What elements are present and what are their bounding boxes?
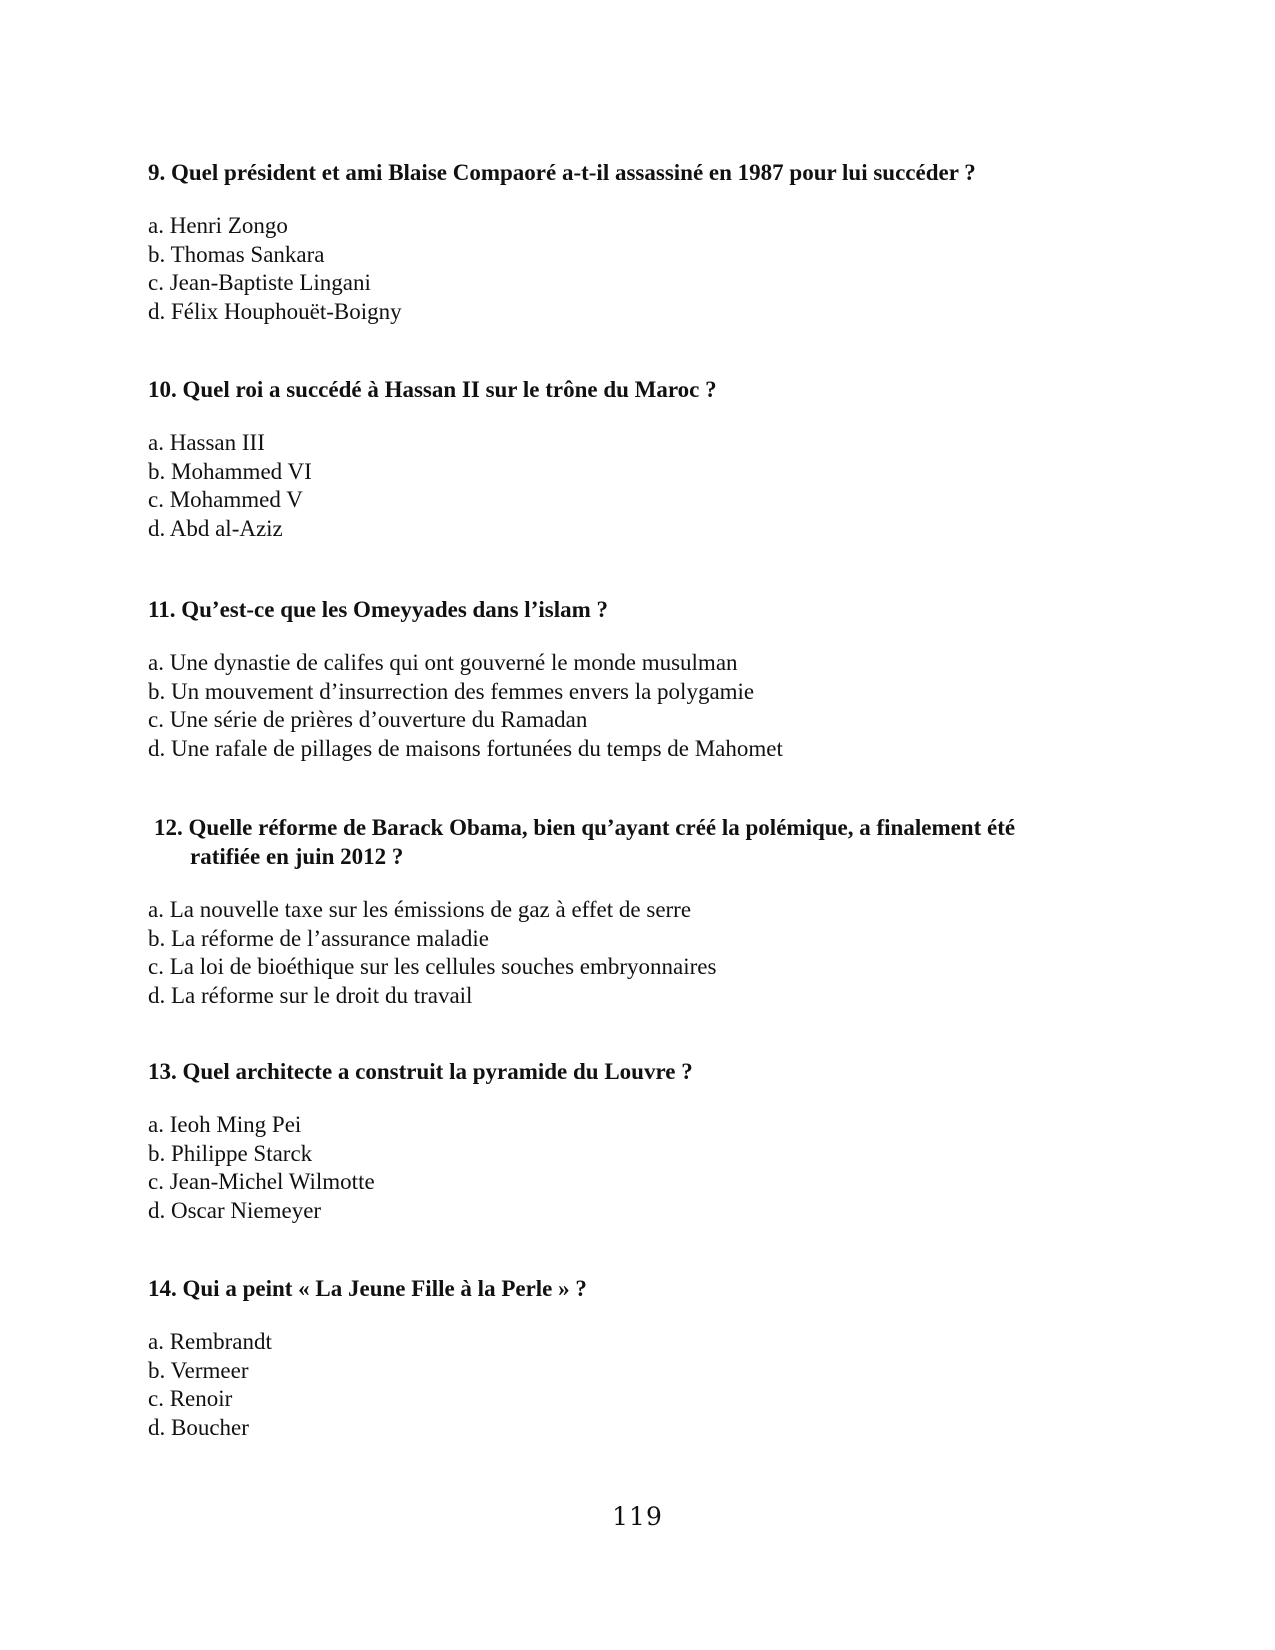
answer-13b: b. Philippe Starck	[148, 1140, 313, 1166]
answer-10b: b. Mohammed VI	[148, 458, 312, 484]
question-9-title: 9. Quel président et ami Blaise Compaoré a-t-il assassiné en 1987 pour lui succéder ?	[148, 160, 976, 185]
question-12	[150, 813, 1150, 1010]
answer-13c: c. Jean-Michel Wilmotte	[148, 1169, 375, 1195]
question-11	[148, 595, 1148, 763]
page-number: 119	[612, 1502, 663, 1531]
answer-12b: b. La réforme de l’assurance maladie	[148, 925, 489, 951]
answer-14b: b. Vermeer	[148, 1357, 249, 1383]
question-11-title: 11. Qu’est-ce que les Omeyyades dans l’islam ?	[148, 597, 608, 622]
question-14	[148, 1274, 1148, 1442]
question-14-title: 14. Qui a peint « La Jeune Fille à la Perle » ?	[148, 1276, 587, 1301]
answer-11d: d. Une rafale de pillages de maisons fortunées du temps de Mahomet	[148, 735, 783, 761]
question-11-answers	[148, 649, 1148, 763]
answer-9c: c. Jean-Baptiste Lingani	[148, 270, 371, 296]
answer-12c: c. La loi de bioéthique sur les cellules souches embryonnaires	[148, 954, 717, 980]
answer-11c: c. Une série de prières d’ouverture du Ramadan	[148, 707, 588, 733]
question-10	[148, 375, 1148, 543]
answer-14d: d. Boucher	[148, 1414, 249, 1440]
question-9	[148, 158, 1148, 326]
answer-11a: a. Une dynastie de califes qui ont gouverné le monde musulman	[148, 650, 738, 675]
answer-9d: d. Félix Houphouët-Boigny	[148, 298, 402, 324]
answer-10a: a. Hassan III	[148, 430, 265, 455]
question-9-answers	[148, 212, 1148, 326]
question-14-answers	[148, 1328, 1148, 1442]
question-12-title	[150, 813, 1150, 871]
answer-10d: d. Abd al-Aziz	[148, 515, 283, 541]
question-12-answers	[148, 896, 1150, 1010]
question-13	[148, 1057, 1148, 1225]
answer-10c: c. Mohammed V	[148, 487, 303, 513]
answer-9b: b. Thomas Sankara	[148, 241, 325, 267]
question-12-title-line1: 12. Quelle réforme de Barack Obama, bien qu’ayant créé la polémique, a finalement été	[154, 815, 1016, 840]
answer-9a: a. Henri Zongo	[148, 213, 288, 238]
answer-13a: a. Ieoh Ming Pei	[148, 1112, 302, 1137]
answer-12d: d. La réforme sur le droit du travail	[148, 982, 473, 1008]
answer-11b: b. Un mouvement d’insurrection des femmes envers la polygamie	[148, 678, 755, 704]
answer-14c: c. Renoir	[148, 1386, 233, 1412]
question-13-answers	[148, 1111, 1148, 1225]
answer-13d: d. Oscar Niemeyer	[148, 1197, 322, 1223]
question-10-answers	[148, 429, 1148, 543]
question-12-title-line2: ratifiée en juin 2012 ?	[190, 844, 404, 869]
answer-14a: a. Rembrandt	[148, 1329, 272, 1354]
question-10-title: 10. Quel roi a succédé à Hassan II sur le trône du Maroc ?	[148, 377, 717, 402]
answer-12a: a. La nouvelle taxe sur les émissions de gaz à effet de serre	[148, 897, 692, 922]
question-13-title: 13. Quel architecte a construit la pyramide du Louvre ?	[148, 1059, 693, 1084]
